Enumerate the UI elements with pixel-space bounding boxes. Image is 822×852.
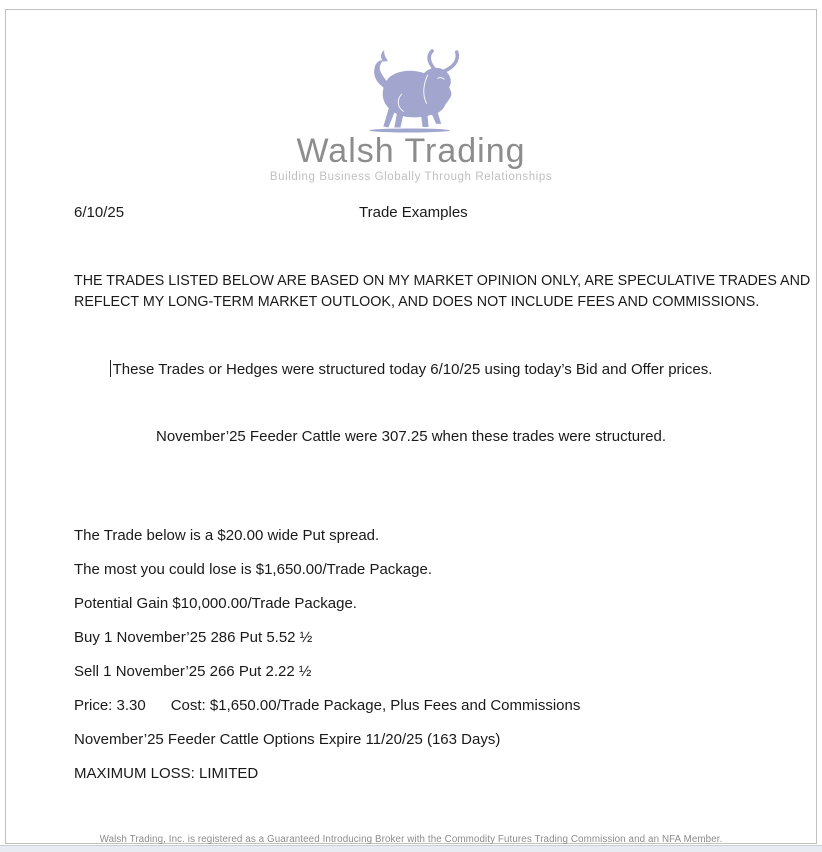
disclaimer-paragraph xyxy=(74,271,811,312)
document-page[interactable] xyxy=(5,9,817,844)
document-canvas xyxy=(6,10,816,843)
disclaimer-line: THE TRADES LISTED BELOW ARE BASED ON MY MARKET OPINION ONLY, ARE SPECULATIVE TRADES AND xyxy=(74,273,811,289)
trade-line-price-cost: Price: 3.30 Cost: $1,650.00/Trade Package, Plus Fees and Commissions xyxy=(74,697,581,714)
brand-wordmark: Walsh Trading xyxy=(296,132,526,170)
structured-note xyxy=(6,360,816,378)
text-cursor xyxy=(110,360,111,377)
header-row xyxy=(74,204,776,224)
structured-note-text: These Trades or Hedges were structured today 6/10/25 using today’s Bid and Offer prices. xyxy=(112,361,713,378)
window-edge-strip xyxy=(0,845,822,852)
trade-line-sell: Sell 1 November’25 266 Put 2.22 ½ xyxy=(74,663,312,680)
disclaimer-line: REFLECT MY LONG-TERM MARKET OUTLOOK, AND DOES NOT INCLUDE FEES AND COMMISSIONS. xyxy=(74,293,760,310)
bull-icon xyxy=(351,47,471,135)
reference-note: November’25 Feeder Cattle were 307.25 when these trades were structured. xyxy=(156,428,666,445)
trade-line-max-loss: The most you could lose is $1,650.00/Trade Package. xyxy=(74,561,432,578)
doc-title: Trade Examples xyxy=(359,204,468,221)
footer-disclaimer: Walsh Trading, Inc. is registered as a Guaranteed Introducing Broker with the Commodity Futures Trading Commission and an NFA Member. xyxy=(99,834,723,845)
doc-date: 6/10/25 xyxy=(74,204,125,221)
trade-line-buy: Buy 1 November’25 286 Put 5.52 ½ xyxy=(74,629,313,646)
trade-line-potential-gain: Potential Gain $10,000.00/Trade Package. xyxy=(74,595,357,612)
trade-details xyxy=(74,525,796,797)
trade-line-spread: The Trade below is a $20.00 wide Put spread. xyxy=(74,527,380,544)
trade-line-expiry: November’25 Feeder Cattle Options Expire 11/20/25 (163 Days) xyxy=(74,731,501,748)
brand-tagline: Building Business Globally Through Relationships xyxy=(269,171,553,183)
trade-line-maximum-loss: MAXIMUM LOSS: LIMITED xyxy=(74,765,259,782)
